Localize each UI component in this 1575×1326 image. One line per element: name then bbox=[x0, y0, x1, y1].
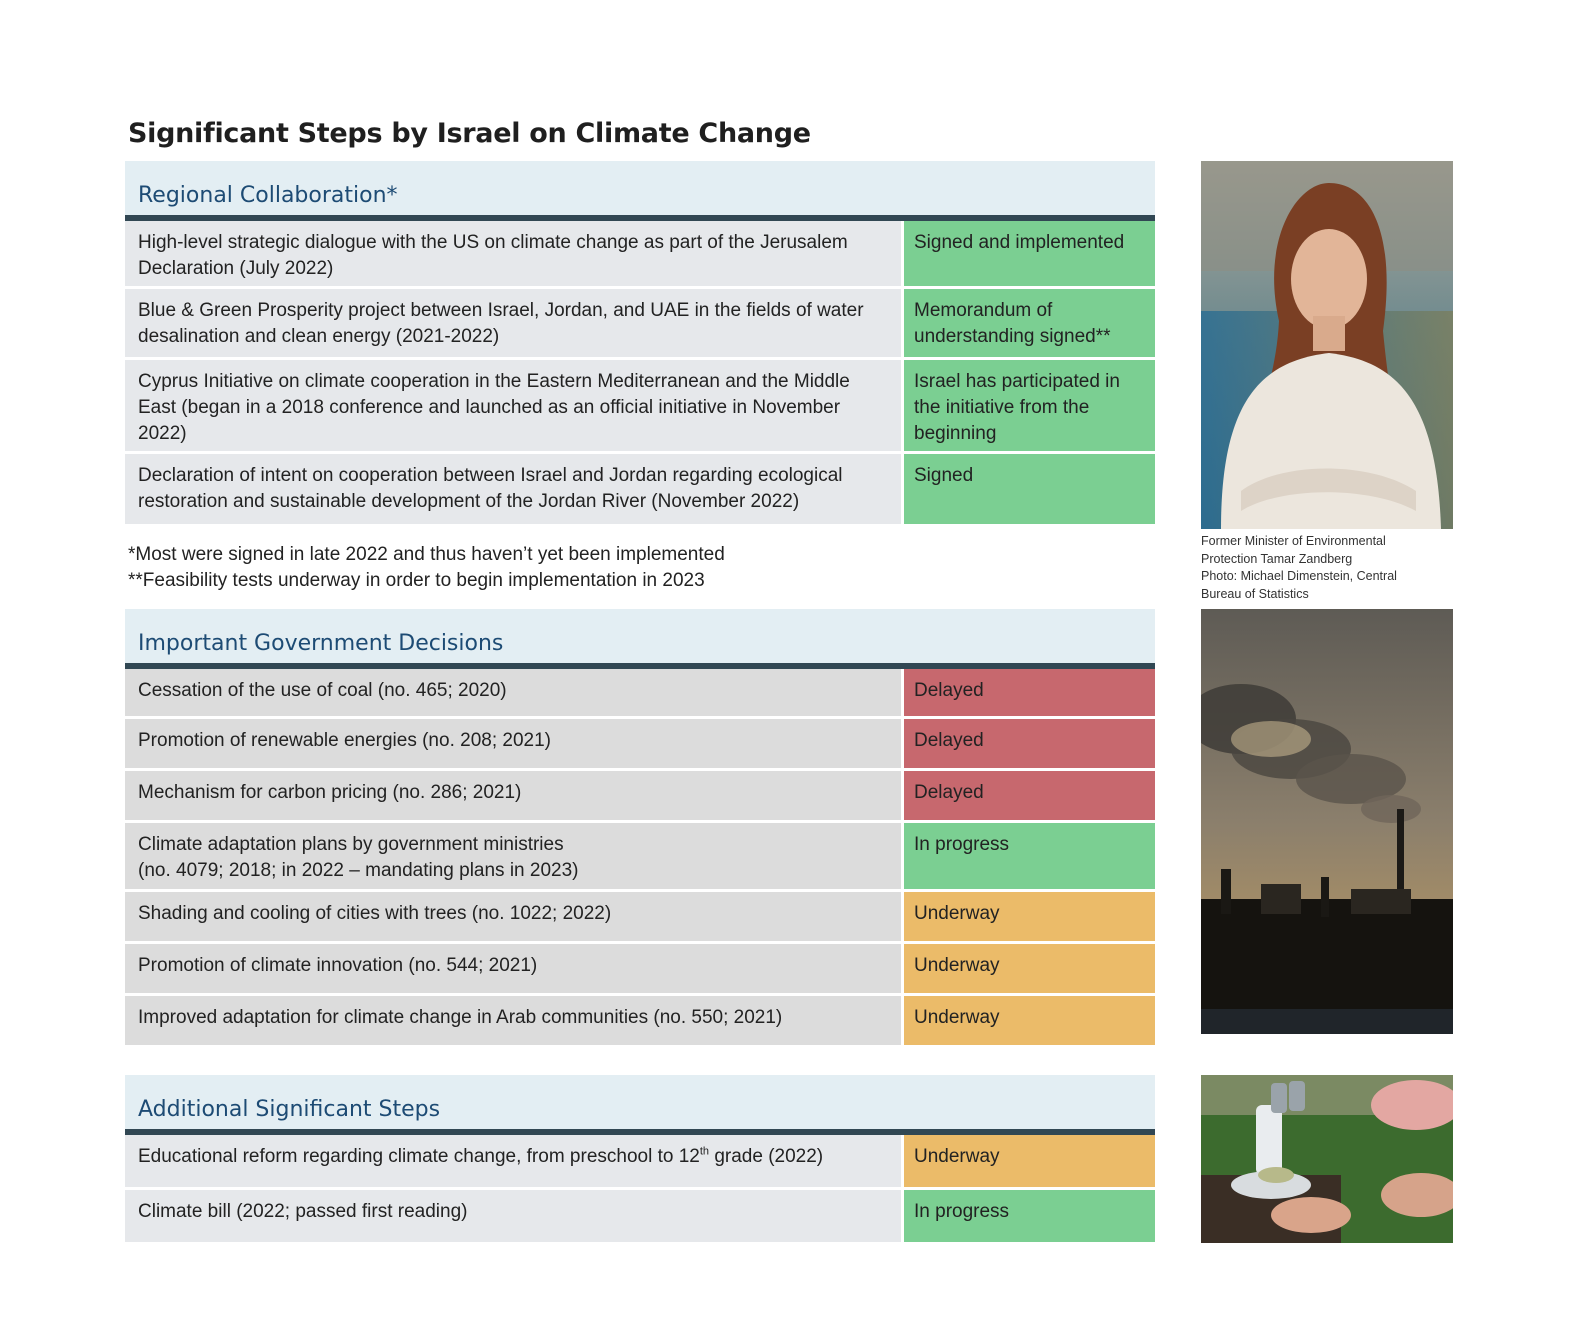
status-cell: Underway bbox=[901, 944, 1155, 993]
table-row bbox=[125, 669, 1155, 716]
table-body bbox=[125, 1135, 1155, 1242]
caption-line: Bureau of Statistics bbox=[1201, 586, 1309, 601]
caption-line: Former Minister of Environmental bbox=[1201, 534, 1386, 548]
row-description bbox=[125, 1135, 901, 1187]
row-description: Promotion of climate innovation (no. 544; 2021) bbox=[125, 944, 901, 993]
table-row bbox=[125, 768, 1155, 820]
status-cell: Memorandum of understanding signed** bbox=[901, 289, 1155, 357]
portrait-photo bbox=[1201, 161, 1453, 529]
row-description: Mechanism for carbon pricing (no. 286; 2021) bbox=[125, 771, 901, 820]
description-text: grade (2022) bbox=[709, 1146, 824, 1167]
status-cell: Signed bbox=[901, 454, 1155, 524]
table-body bbox=[125, 669, 1155, 1045]
row-description: Improved adaptation for climate change in Arab communities (no. 550; 2021) bbox=[125, 996, 901, 1045]
microscope-photo bbox=[1201, 1075, 1453, 1243]
section-header-government: Important Government Decisions bbox=[125, 609, 1155, 669]
row-description-line: (no. 4079; 2018; in 2022 – mandating plans in 2023) bbox=[138, 860, 579, 881]
table-row bbox=[125, 1187, 1155, 1242]
status-cell: Underway bbox=[901, 1135, 1155, 1187]
table-row bbox=[125, 1135, 1155, 1187]
row-description: High-level strategic dialogue with the US on climate change as part of the Jerusalem Declaration (July 2022) bbox=[125, 221, 901, 286]
section-header-regional: Regional Collaboration* bbox=[125, 161, 1155, 221]
footnote: *Most were signed in late 2022 and thus haven’t yet been implemented bbox=[128, 544, 725, 565]
caption-line: Photo: Michael Dimenstein, Central bbox=[1201, 569, 1397, 583]
row-description: Cessation of the use of coal (no. 465; 2020) bbox=[125, 669, 901, 716]
status-cell: Underway bbox=[901, 892, 1155, 941]
status-cell: Delayed bbox=[901, 771, 1155, 820]
government-decisions-table bbox=[125, 609, 1155, 1045]
table-body bbox=[125, 221, 1155, 524]
row-description: Climate bill (2022; passed first reading) bbox=[125, 1190, 901, 1242]
section-header-additional: Additional Significant Steps bbox=[125, 1075, 1155, 1135]
status-cell: Underway bbox=[901, 996, 1155, 1045]
row-description: Cyprus Initiative on climate cooperation in the Eastern Mediterranean and the Middle East (began in a 2018 conference and launched as an official initiative in November 2022) bbox=[125, 360, 901, 451]
status-cell: Israel has participated in the initiative from the beginning bbox=[901, 360, 1155, 451]
row-description bbox=[125, 823, 901, 889]
table-row bbox=[125, 716, 1155, 768]
caption-line: Protection Tamar Zandberg bbox=[1201, 551, 1353, 566]
additional-steps-table bbox=[125, 1075, 1155, 1242]
table-row bbox=[125, 941, 1155, 993]
status-cell: Delayed bbox=[901, 719, 1155, 768]
row-description: Blue & Green Prosperity project between Israel, Jordan, and UAE in the fields of water desalination and clean energy (2021-2022) bbox=[125, 289, 901, 357]
ordinal-suffix: th bbox=[699, 1145, 710, 1158]
status-cell: Signed and implemented bbox=[901, 221, 1155, 286]
footnote: **Feasibility tests underway in order to begin implementation in 2023 bbox=[128, 570, 705, 591]
smokestack-photo bbox=[1201, 609, 1453, 1034]
footnotes bbox=[128, 542, 725, 594]
status-cell: Delayed bbox=[901, 669, 1155, 716]
description-text: Educational reform regarding climate change, from preschool to 12 bbox=[138, 1146, 700, 1167]
page-title: Significant Steps by Israel on Climate Change bbox=[128, 118, 811, 149]
table-row bbox=[125, 451, 1155, 524]
table-row bbox=[125, 221, 1155, 286]
table-row bbox=[125, 889, 1155, 941]
table-row bbox=[125, 820, 1155, 889]
table-row bbox=[125, 357, 1155, 451]
photo-caption bbox=[1201, 533, 1456, 603]
status-cell: In progress bbox=[901, 823, 1155, 889]
row-description: Promotion of renewable energies (no. 208; 2021) bbox=[125, 719, 901, 768]
regional-collaboration-table bbox=[125, 161, 1155, 524]
table-row bbox=[125, 286, 1155, 357]
status-cell: In progress bbox=[901, 1190, 1155, 1242]
row-description: Declaration of intent on cooperation between Israel and Jordan regarding ecological restoration and sustainable development of the Jordan River (November 2022) bbox=[125, 454, 901, 524]
table-row bbox=[125, 993, 1155, 1045]
row-description: Shading and cooling of cities with trees (no. 1022; 2022) bbox=[125, 892, 901, 941]
row-description-line: Climate adaptation plans by government ministries bbox=[138, 834, 564, 855]
